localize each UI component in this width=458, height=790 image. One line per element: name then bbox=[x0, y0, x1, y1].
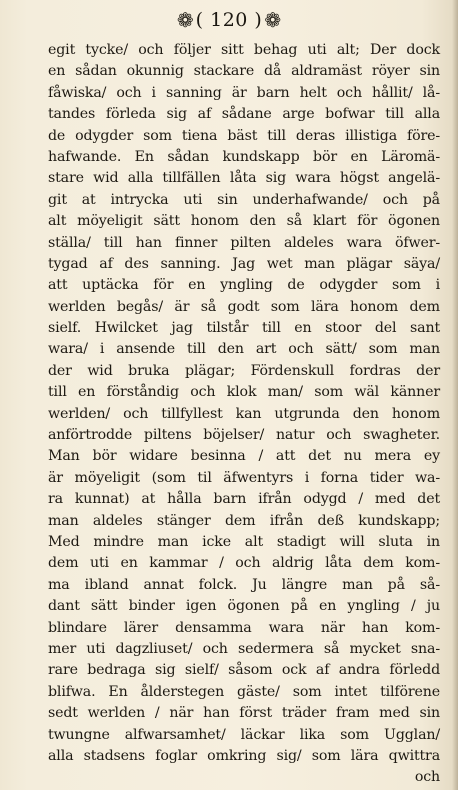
text-line: rare bedraga sig sielf/ såsom ock af andra förledd bbox=[48, 662, 440, 679]
text-line: git at intrycka uti sin underhafwande/ och på bbox=[48, 191, 440, 208]
text-line: alt möyeligit sätt honom den så klart för ögonen bbox=[48, 213, 440, 230]
text-line: sedt werlden / när han först träder fram med sin bbox=[48, 705, 440, 722]
text-line: anförtrodde piltens böjelser/ natur och swagheter. bbox=[48, 427, 440, 444]
right-ornament-icon: ❁ bbox=[264, 8, 282, 32]
text-line: att uptäcka för en yngling de odygder som i bbox=[48, 277, 440, 294]
page-edge-shadow bbox=[452, 0, 458, 790]
text-line: Man bör widare besinna / att det nu mera ey bbox=[48, 448, 440, 465]
text-line: ställa/ till han finner pilten aldeles wara öfwer- bbox=[48, 234, 440, 251]
text-line: tygad af des sanning. Jag wet man plägar säya/ bbox=[48, 255, 440, 272]
text-line: mer uti dagzliuset/ och sedermera så mycket sna- bbox=[48, 640, 440, 657]
text-line: hafwande. En sådan kundskapp bör en Läromä- bbox=[48, 148, 440, 165]
text-line: Med mindre man icke alt stadigt will sluta in bbox=[48, 533, 440, 550]
text-line: alla stadsens foglar omkring sig/ som lära qwittra bbox=[48, 747, 440, 764]
catchword: och bbox=[414, 769, 440, 786]
text-line: werlden/ och tillfyllest kan utgrunda den honom bbox=[48, 405, 440, 422]
text-line: dem uti en kammar / och aldrig låta dem kom- bbox=[48, 555, 440, 572]
text-line: wara/ i ansende till den art och sätt/ som man bbox=[48, 341, 440, 358]
left-ornament-icon: ❁ bbox=[176, 8, 194, 32]
page-header bbox=[0, 8, 458, 32]
text-line: blifwa. En ålderstegen gäste/ som intet tilförene bbox=[48, 683, 440, 700]
text-line: stare wid alla tillfällen låta sig wara högst angelä- bbox=[48, 170, 440, 187]
text-line: en sådan okunnig stackare då aldramäst röyer sin bbox=[48, 63, 440, 80]
text-line: twungne alfwarsamhet/ läckar lika som Ugglan/ bbox=[48, 726, 440, 743]
body-text bbox=[48, 40, 440, 789]
text-line: ra kunnat) at hålla barn ifrån odygd / med det bbox=[48, 491, 440, 508]
text-line: ma ibland annat folck. Ju längre man på så- bbox=[48, 576, 440, 593]
text-line: sielf. Hwilcket jag tilstår till en stoor del sant bbox=[48, 320, 440, 337]
text-line: man aldeles stänger dem ifrån deß kundskapp; bbox=[48, 512, 440, 529]
text-line: är möyeligit (som til äfwentyrs i forna tider wa- bbox=[48, 469, 440, 486]
text-line: blindare lärer densamma wara när han kom- bbox=[48, 619, 440, 636]
text-line: till en förståndig och klok man/ som wäl känner bbox=[48, 384, 440, 401]
text-line: dant sätt binder igen ögonen på en yngling / ju bbox=[48, 598, 440, 615]
text-line: werlden begås/ är så godt som lära honom dem bbox=[48, 298, 440, 315]
text-line: egit tycke/ och följer sitt behag uti alt; Der dock bbox=[48, 42, 440, 58]
text-line: de odygder som tiena bäst till deras illistiga före- bbox=[48, 127, 440, 144]
text-line: tandes förleda sig af sådane arge bofwar till alla bbox=[48, 106, 440, 123]
text-line: der wid bruka plägar; Fördenskull fordras der bbox=[48, 362, 440, 379]
page-number: ( 120 ) bbox=[195, 9, 263, 31]
text-line: fåwiska/ och i sanning är barn helt och hållit/ lå- bbox=[48, 84, 440, 101]
